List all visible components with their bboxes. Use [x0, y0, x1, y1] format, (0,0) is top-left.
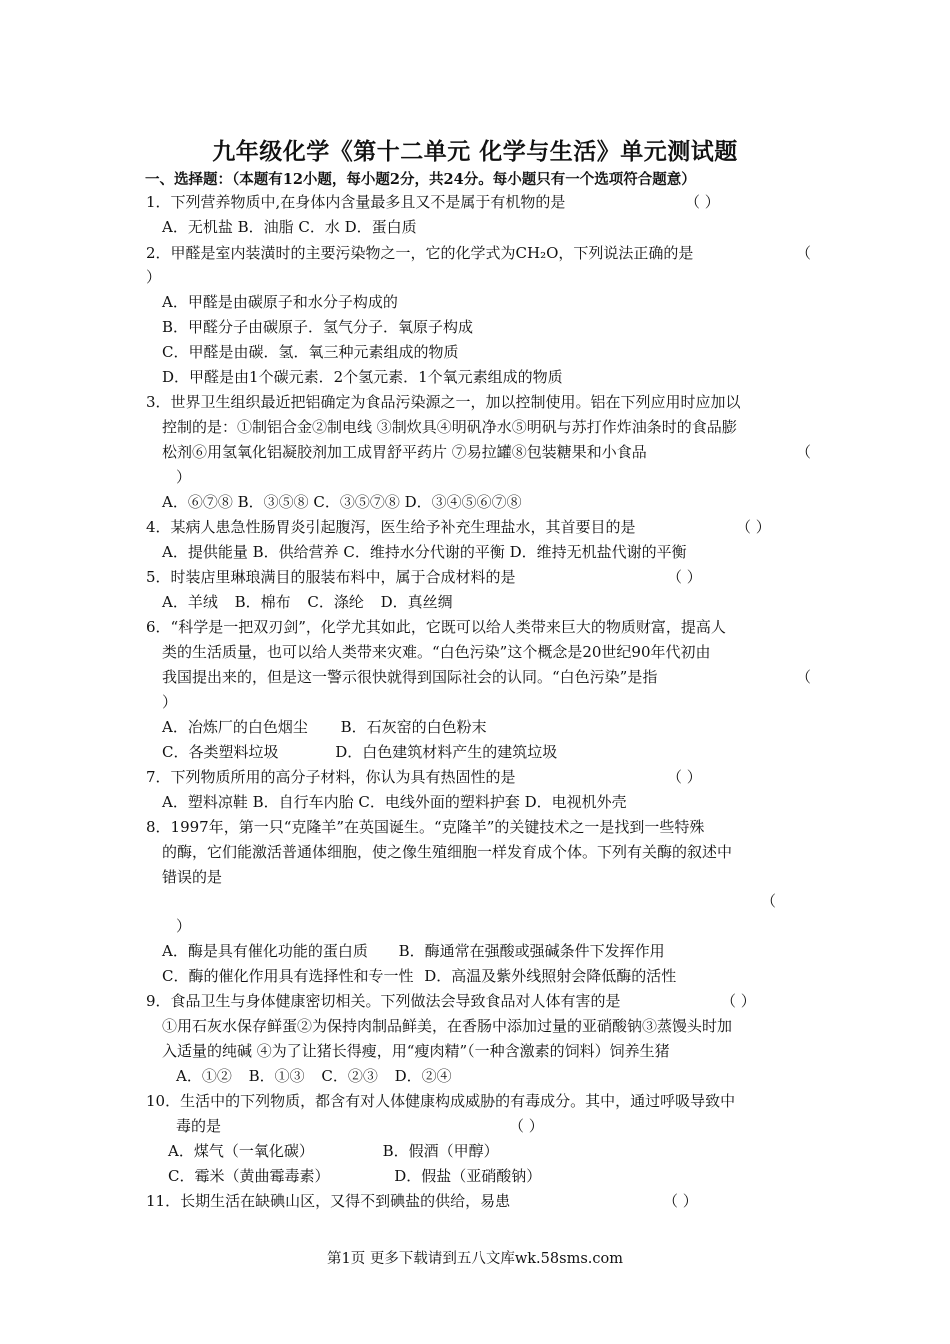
page-footer: 第1页 更多下载请到五八文库wk.58sms.com: [327, 1251, 623, 1267]
answer-paren-3-close: ）: [176, 468, 192, 486]
question-2-choice-c: C．甲醛是由碳．氢．氧三种元素组成的物质: [162, 343, 459, 361]
answer-paren-10: （ ）: [509, 1117, 544, 1135]
answer-paren-3-open: （: [796, 443, 812, 461]
question-4-choices: A．提供能量 B．供给营养 C．维持水分代谢的平衡 D．维持无机盐代谢的平衡: [162, 543, 687, 561]
question-8-line-2: 的酶，它们能激活普通体细胞，使之像生殖细胞一样发育成个体。下列有关酶的叙述中: [162, 843, 733, 861]
answer-paren-1: （ ）: [685, 193, 720, 211]
answer-paren-9: （ ）: [721, 992, 756, 1010]
question-6-line-1: 6．“科学是一把双刃剑”，化学尤其如此，它既可以给人类带来巨大的物质财富，提高人: [146, 618, 726, 636]
question-2-choice-b: B．甲醛分子由碳原子．氢气分子．氧原子构成: [162, 318, 474, 336]
question-8-line-1: 8．1997年，第一只“克隆羊”在英国诞生。“克隆羊”的关键技术之一是找到一些特殊: [146, 818, 705, 836]
question-3-choices: A．⑥⑦⑧ B．③⑤⑧ C．③⑤⑦⑧ D．③④⑤⑥⑦⑧: [162, 493, 522, 511]
question-6-choices-ab: A．冶炼厂的白色烟尘 B．石灰窑的白色粉末: [162, 718, 487, 736]
answer-paren-11: （ ）: [663, 1192, 698, 1210]
answer-paren-8-close: ）: [176, 917, 192, 935]
answer-paren-5: （ ）: [667, 568, 702, 586]
answer-paren-2-close: ）: [146, 268, 162, 286]
question-10-choices-ab: A．煤气（一氧化碳） B．假酒（甲醇）: [168, 1142, 499, 1160]
answer-paren-6-open: （: [796, 668, 812, 686]
question-8-choices-cd: C．酶的催化作用具有选择性和专一性 D．高温及紫外线照射会降低酶的活性: [162, 967, 677, 985]
question-4: 4．某病人患急性肠胃炎引起腹泻，医生给予补充生理盐水，其首要目的是: [146, 518, 636, 536]
question-9-line-3: 入适量的纯碱 ④为了让猪长得瘦，用“瘦肉精”（一种含激素的饲料）饲养生猪: [162, 1042, 670, 1060]
question-7: 7．下列物质所用的高分子材料，你认为具有热固性的是: [146, 768, 516, 786]
question-6-choices-cd: C．各类塑料垃圾 D．白色建筑材料产生的建筑垃圾: [162, 743, 558, 761]
question-6-line-3: 我国提出来的，但是这一警示很快就得到国际社会的认同。“白色污染”是指: [162, 668, 658, 686]
question-5: 5．时装店里琳琅满目的服装布料中，属于合成材料的是: [146, 568, 516, 586]
question-3-line-1: 3．世界卫生组织最近把铝确定为食品污染源之一，加以控制使用。铝在下列应用时应加以: [146, 393, 741, 411]
question-2: 2．甲醛是室内装潢时的主要污染物之一，它的化学式为CH₂O，下列说法正确的是: [146, 244, 694, 262]
question-6-line-2: 类的生活质量，也可以给人类带来灾难。“白色污染”这个概念是20世纪90年代初由: [162, 643, 711, 661]
question-1-choices: A．无机盐 B．油脂 C．水 D．蛋白质: [162, 218, 417, 236]
section-heading: 一、选择题：（本题有12小题，每小题2分，共24分。每小题只有一个选项符合题意）: [145, 171, 696, 188]
page-title: 九年级化学《第十二单元 化学与生活》单元测试题: [212, 138, 738, 165]
answer-paren-7: （ ）: [667, 768, 702, 786]
question-2-choice-a: A．甲醛是由碳原子和水分子构成的: [162, 293, 398, 311]
question-11: 11．长期生活在缺碘山区，又得不到碘盐的供给，易患: [146, 1192, 511, 1210]
question-1: 1．下列营养物质中,在身体内含量最多且又不是属于有机物的是: [146, 193, 566, 211]
question-2-choice-d: D．甲醛是由1个碳元素．2个氢元素．1个氧元素组成的物质: [162, 368, 563, 386]
answer-paren-2-open: （: [796, 244, 812, 262]
question-10-line-2: 毒的是: [176, 1117, 222, 1135]
question-8-choices-ab: A．酶是具有催化功能的蛋白质 B．酶通常在强酸或强碱条件下发挥作用: [162, 942, 665, 960]
question-9-choices: A．①② B．①③ C．②③ D．②④: [176, 1067, 452, 1085]
question-9-line-2: ①用石灰水保存鲜蛋②为保持肉制品鲜美，在香肠中添加过量的亚硝酸钠③蒸馒头时加: [162, 1017, 733, 1035]
question-3-line-3: 松剂⑥用氢氧化铝凝胶剂加工成胃舒平药片 ⑦易拉罐⑧包装糖果和小食品: [162, 443, 647, 461]
question-8-line-3: 错误的是: [162, 868, 223, 886]
answer-paren-4: （ ）: [736, 518, 771, 536]
question-3-line-2: 控制的是：①制铝合金②制电线 ③制炊具④明矾净水⑤明矾与苏打作炸油条时的食品膨: [162, 418, 737, 436]
answer-paren-8-open: （: [761, 892, 777, 910]
question-9: 9．食品卫生与身体健康密切相关。下列做法会导致食品对人体有害的是: [146, 992, 621, 1010]
answer-paren-6-close: ）: [162, 693, 178, 711]
question-10-choices-cd: C．霉米（黄曲霉毒素） D．假盐（亚硝酸钠）: [168, 1167, 542, 1185]
question-10-line-1: 10．生活中的下列物质，都含有对人体健康构成威胁的有毒成分。其中，通过呼吸导致中: [146, 1092, 736, 1110]
question-5-choices: A．羊绒 B．棉布 C．涤纶 D．真丝绸: [162, 593, 453, 611]
question-7-choices: A．塑料凉鞋 B．自行车内胎 C．电线外面的塑料护套 D．电视机外壳: [162, 793, 627, 811]
